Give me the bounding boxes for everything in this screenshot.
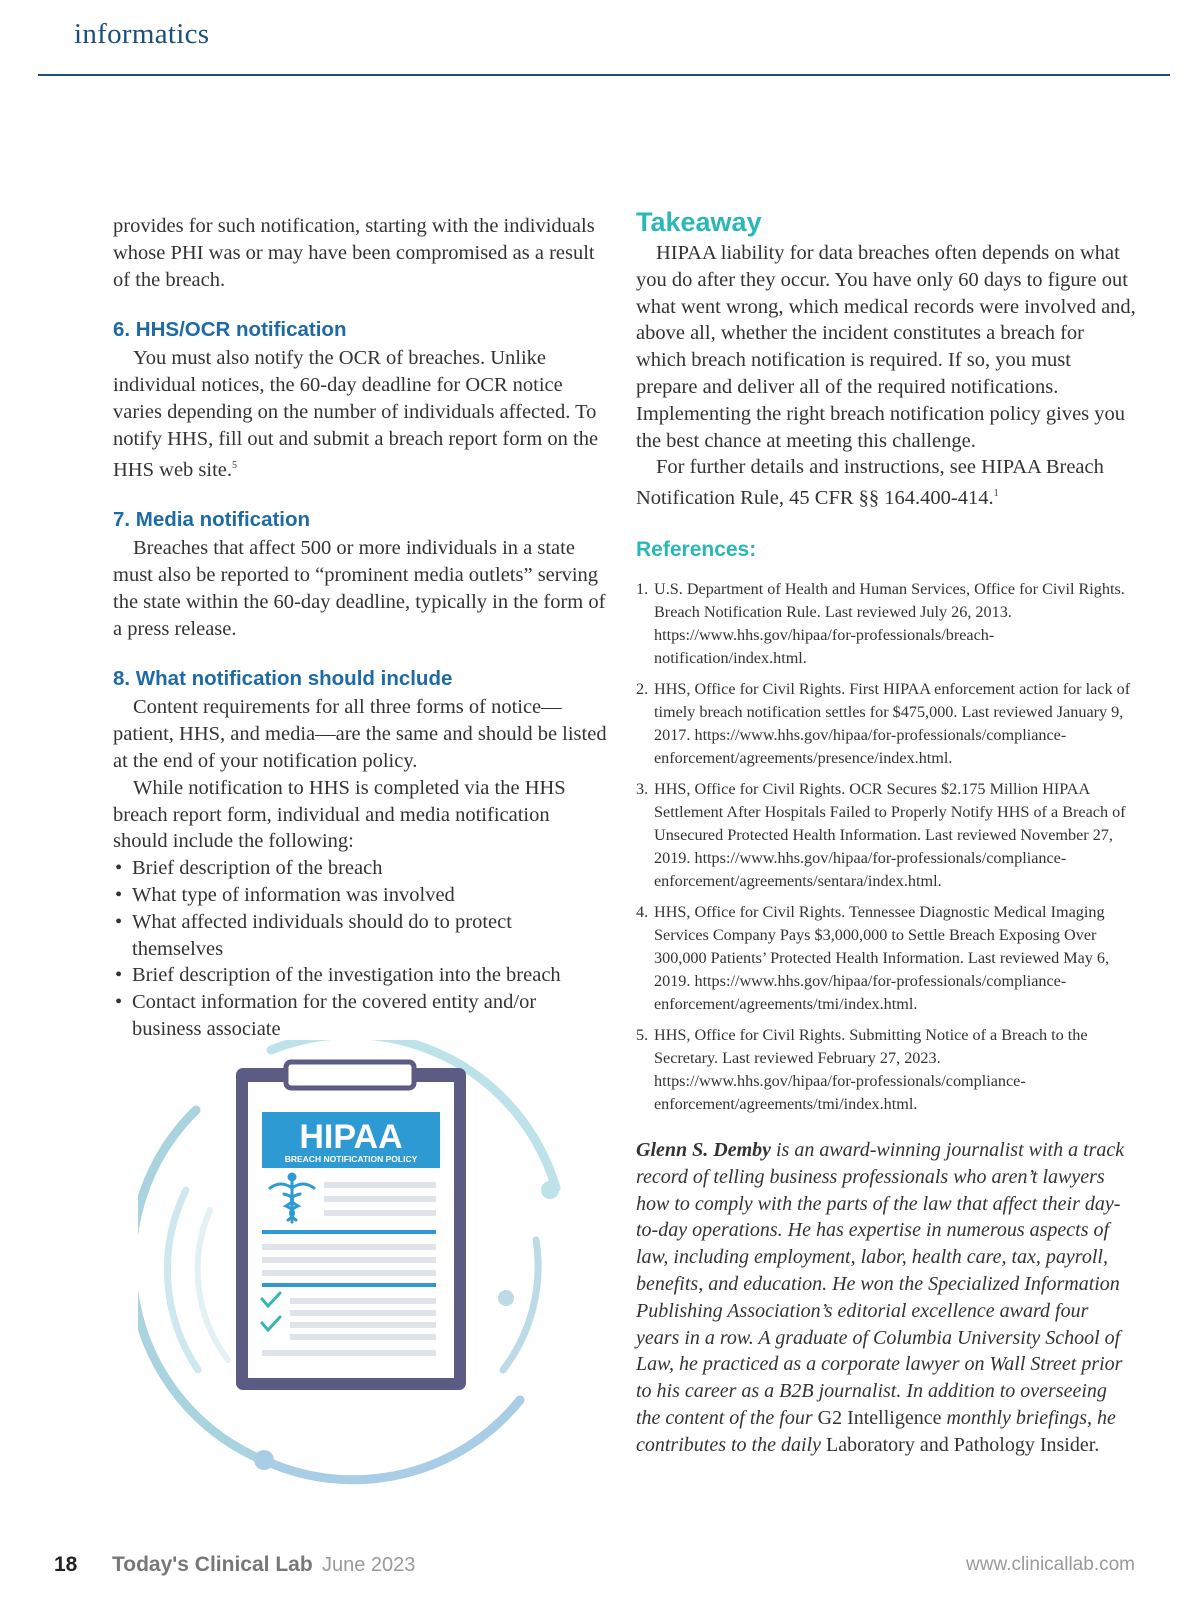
illustration-subtitle: BREACH NOTIFICATION POLICY xyxy=(284,1154,418,1164)
page-footer xyxy=(0,1553,1200,1583)
list-item: • What type of information was involved xyxy=(113,882,608,909)
ring-dot xyxy=(541,1181,559,1199)
footnote-ref: 1 xyxy=(993,488,999,500)
bio-text: is an award-winning journalist with a track record of telling business professionals who aren’t lawyers how to comply with the parts of the law that affect their day-to-day operations. He has expertise in numerous aspects of law, including employment, labor, health care, tax, payroll, benefits, and education. He won the Specialized Information Publishing Association’s editorial excellence award four years in a row. A graduate of Columbia University School of Law, he practiced as a corporate lawyer on Wall Street prior to his career as a B2B journalist. In addition to overseeing the content of the four xyxy=(636,1139,1125,1429)
heading-hhs-ocr-notification: 6. HHS/OCR notification xyxy=(113,318,347,342)
issue-date: June 2023 xyxy=(322,1554,416,1576)
reference-number: 3. xyxy=(636,779,649,798)
paragraph-media: Breaches that affect 500 or more individuals in a state must also be reported to “prominent media outlets” serving the state within the 60-day deadline, typically in the form of a press release. xyxy=(113,537,606,640)
paragraph-hhs-ocr xyxy=(113,345,608,483)
clipboard-clip xyxy=(286,1062,414,1088)
takeaway-further-details-text: For further details and instructions, see HIPAA Breach Notification Rule, 45 CFR §§ 164.400-414. xyxy=(636,456,1104,509)
ring-arc xyxy=(198,1210,228,1360)
hipaa-clipboard-illustration xyxy=(138,1040,580,1495)
heading-notification-contents: 8. What notification should include xyxy=(113,667,453,691)
list-item: • Brief description of the investigation into the breach xyxy=(113,962,608,989)
heading-media-notification: 7. Media notification xyxy=(113,508,311,532)
list-item: • Contact information for the covered entity and/or business associate xyxy=(113,989,608,1043)
ring-dot xyxy=(254,1450,274,1470)
bio-publication: Laboratory and Pathology Insider xyxy=(825,1433,1095,1456)
reference-number: 4. xyxy=(636,902,649,921)
paragraph-notification-include: While notification to HHS is completed via the HHS breach report form, individual and media notification should include the following: xyxy=(113,776,566,853)
reference-item xyxy=(636,578,1136,670)
ring-dot xyxy=(498,1290,514,1306)
reference-text: U.S. Department of Health and Human Services, Office for Civil Rights. Breach Notification Rule. Last reviewed July 26, 2013. https://www.hhs.gov/hipaa/for-professionals/breach-notification/index.html. xyxy=(654,579,1125,667)
footnote-ref: 5 xyxy=(232,459,238,471)
ring-arc xyxy=(268,1400,520,1480)
bio-publication: G2 Intelligence xyxy=(817,1406,942,1429)
ring-arc xyxy=(167,1190,198,1370)
bio-text: . xyxy=(1094,1433,1100,1456)
reference-text: HHS, Office for Civil Rights. Tennessee Diagnostic Medical Imaging Services Company Pays $3,000,000 to Settle Breach Exposing Over 300,000 Patients’ Protected Health Information. Last reviewed May 6, 2019. https://www.hhs.gov/hipaa/for-professionals/compliance-enforcement/agreements/tmi/index.html. xyxy=(654,902,1110,1013)
illustration-title: HIPAA xyxy=(299,1118,403,1156)
reference-text: HHS, Office for Civil Rights. Submitting Notice of a Breach to the Secretary. Last reviewed February 27, 2023. https://www.hhs.gov/hipaa/for-professionals/compliance-enforcement/agreements/tmi/index.html. xyxy=(654,1025,1088,1113)
references-list xyxy=(636,578,1136,1116)
header-rule xyxy=(38,74,1170,76)
bullet-list xyxy=(113,855,608,1043)
reference-item xyxy=(636,901,1136,1016)
intro-paragraph: provides for such notification, starting with the individuals whose PHI was or may have been compromised as a result of the breach. xyxy=(113,215,595,291)
page-number: 18 xyxy=(54,1553,78,1576)
list-item: • Brief description of the breach xyxy=(113,855,608,882)
paragraph-hhs-ocr-text: You must also notify the OCR of breaches. Unlike individual notices, the 60-day deadline for OCR notice varies depending on the number of individuals affected. To notify HHS, fill out and submit a breach report form on the HHS web site. xyxy=(113,347,599,481)
reference-item xyxy=(636,778,1136,893)
reference-text: HHS, Office for Civil Rights. First HIPAA enforcement action for lack of timely breach notification settles for $475,000. Last reviewed January 9, 2017. https://www.hhs.gov/hipaa/for-professionals/compliance-enforcement/agreements/presence/index.html. xyxy=(654,679,1131,767)
left-column xyxy=(113,213,608,1043)
right-column xyxy=(636,206,1136,1124)
publication-name: Today's Clinical Lab xyxy=(112,1553,313,1576)
section-tag: informatics xyxy=(74,18,210,50)
paragraph-content-requirements: Content requirements for all three forms of notice—patient, HHS, and media—are the same and should be listed at the end of your notification policy. xyxy=(113,696,607,772)
reference-number: 5. xyxy=(636,1025,649,1044)
reference-item xyxy=(636,1024,1136,1116)
reference-number: 2. xyxy=(636,679,649,698)
author-bio xyxy=(636,1137,1134,1459)
website-url: www.clinicallab.com xyxy=(966,1554,1135,1575)
reference-item xyxy=(636,678,1136,770)
takeaway-heading: Takeaway xyxy=(636,207,762,237)
reference-number: 1. xyxy=(636,579,649,598)
takeaway-paragraph: HIPAA liability for data breaches often depends on what you do after they occur. You have only 60 days to figure out what went wrong, which medical records were involved and, above all, whether the incident constitutes a breach for which breach notification is required. If so, you must prepare and deliver all of the required notifications. Implementing the right breach notification policy gives you the best chance at meeting this challenge. xyxy=(636,242,1136,452)
reference-text: HHS, Office for Civil Rights. OCR Secures $2.175 Million HIPAA Settlement After Hospitals Failed to Properly Notify HHS of a Breach of Unsecured Protected Health Information. Last reviewed November 27, 2019. https://www.hhs.gov/hipaa/for-professionals/compliance-enforcement/agreements/sentara/index.html. xyxy=(654,779,1126,890)
list-item: • What affected individuals should do to protect themselves xyxy=(113,909,608,963)
references-heading: References: xyxy=(636,537,757,561)
bio-text: monthly briefings, he contributes to the daily xyxy=(636,1406,1116,1456)
author-name: Glenn S. Demby xyxy=(636,1139,771,1161)
takeaway-further-details xyxy=(636,454,1136,511)
